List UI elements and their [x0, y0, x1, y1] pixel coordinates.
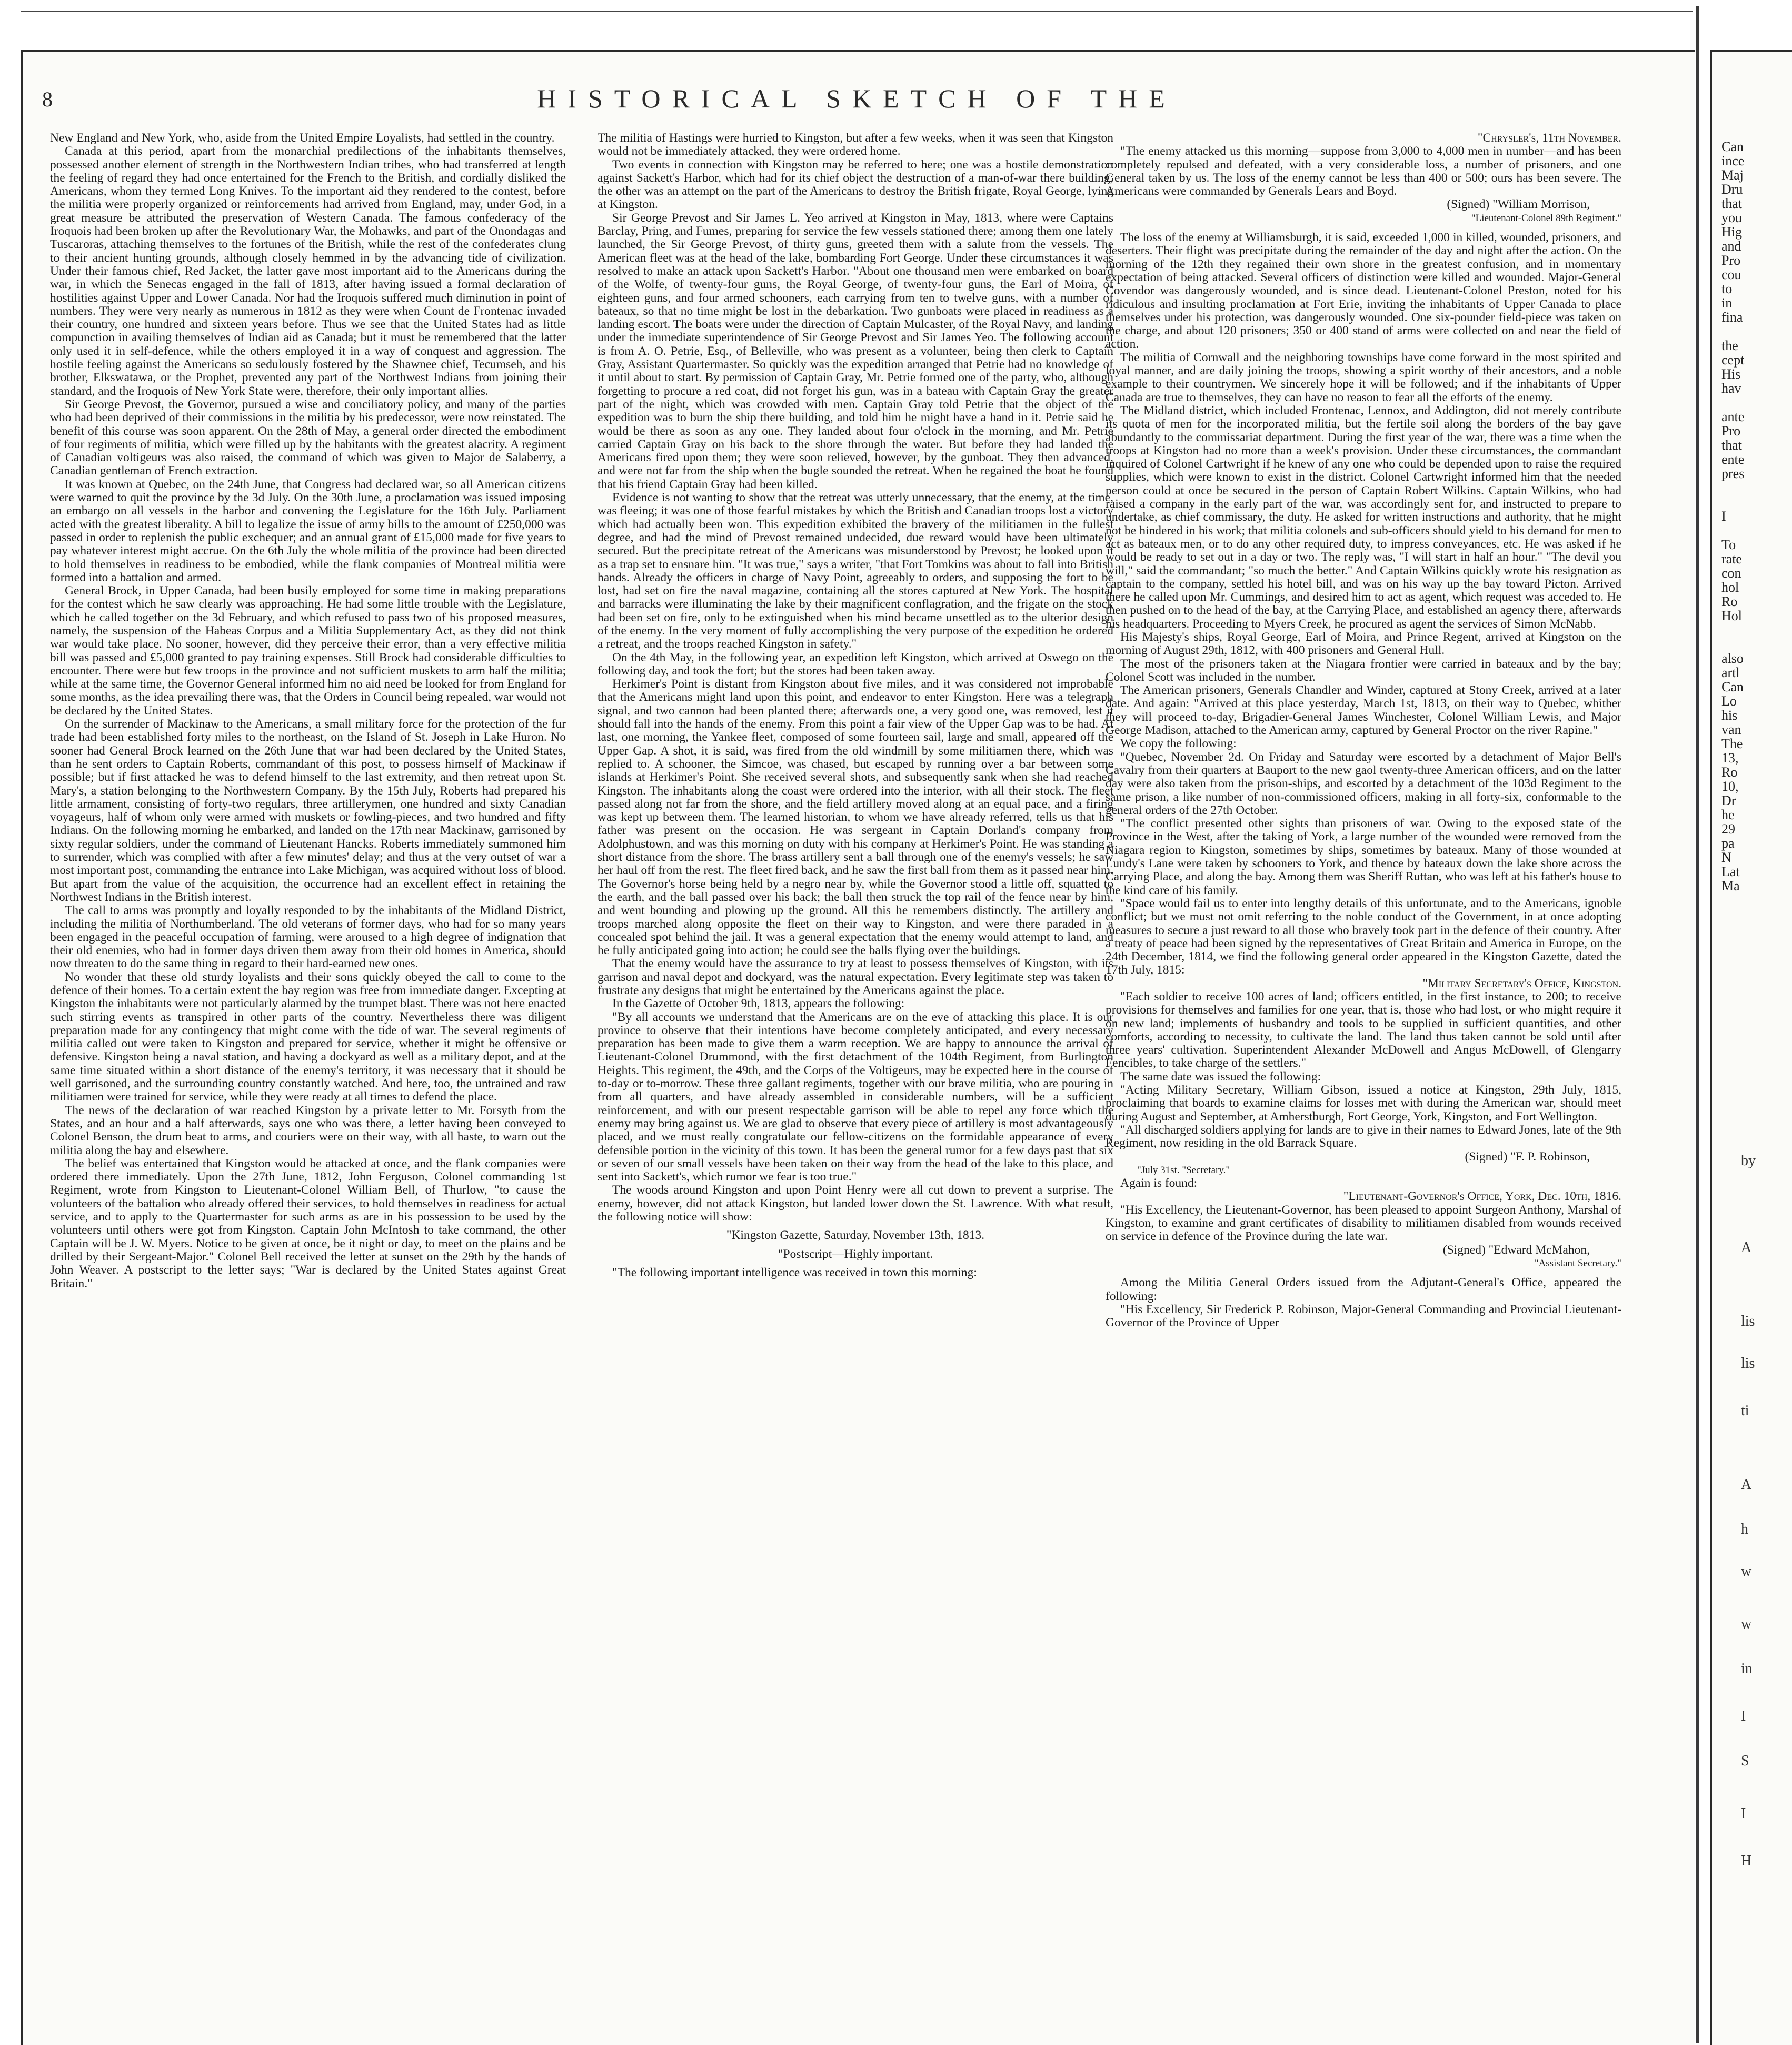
adjacent-page-word: w — [1741, 1616, 1752, 1632]
adjacent-page-word: Dru — [1721, 182, 1743, 197]
adjacent-page-word: Lat — [1721, 864, 1740, 879]
adjacent-page-word: van — [1721, 722, 1741, 737]
paragraph: On the surrender of Mackinaw to the Americans, a small military force for the protection of the fur trade had been established forty miles to the northeast, on the Island of St. Joseph in Lake Huron. No sooner had General Brock learned on the 26th June that war had been declared by the United States, than he sent orders to Captain Roberts, commandant of this post, to possess himself of Mackinaw if possible; but if first attacked he was to defend himself to the last extremity, and then retreat upon St. Mary's, a station belonging to the Northwestern Company. By the 15th July, Roberts had prepared his little armament, consisting of forty-two regulars, three artillerymen, one hundred and sixty Canadian voyageurs, half of whom only were armed with muskets or fowling-pieces, and two hundred and fifty Indians. On the following morning he embarked, and landed on the 17th near Mackinaw, garrisoned by sixty regular soldiers, under the command of Lieutenant Hancks. Roberts immediately summoned him to surrender, which was complied with after a few minutes' delay; and thus at the very outset of war a most important post, commanding the entrance into Lake Michigan, was acquired without loss of blood. But apart from the value of the acquisition, the occurrence had an excellent effect in retaining the Northwest Indians in the British interest. — [50, 717, 566, 904]
adjacent-page-word: 29 — [1721, 821, 1735, 837]
adjacent-page-word: H — [1741, 1853, 1752, 1869]
paragraph: His Majesty's ships, Royal George, Earl of Moira, and Prince Regent, arrived at Kingston on the morning of August 29th, 1812, with 400 prisoners and General Hull. — [1106, 630, 1621, 658]
adjacent-page-word: Can — [1721, 679, 1744, 694]
paragraph: Two events in connection with Kingston may be referred to here; one was a hostile demonstration against Sackett's Harbor, which had for its chief object the destruction of a man-of-war there building; the other was an attempt on the part of the Americans to destroy the British frigate, Royal George, lying at Kingston. — [598, 157, 1113, 212]
paragraph: The most of the prisoners taken at the Niagara frontier were carried in bateaux and by the bay; Colonel Scott was included in the number. — [1106, 657, 1621, 684]
paragraph: The loss of the enemy at Williamsburgh, it is said, exceeded 1,000 in killed, wounded, prisoners, and deserters. Their flight was precipitate during the remainder of the day and night after the action. On the morning of the 12th they regained their own shore in the greatest confusion, and in momentary expectation of being attacked. Several officers of distinction were killed and wounded. Major-General Covendor was dangerously wounded, and is since dead. Lieutenant-Colonel Preston, noted for his ridiculous and insulting proclamation at Fort Erie, inviting the inhabitants of Upper Canada to place themselves under his protection, was dangerously wounded. One six-pounder field-piece was taken on the charge, and about 120 prisoners; 350 or 400 stand of arms were collected on and near the field of action. — [1106, 231, 1621, 351]
paragraph: "Space would fail us to enter into lengthy details of this unfortunate, and to the Americans, ignoble conflict; but we must not omit referring to the noble conduct of the Government, in at once adopting measures to secure a just reward to all those who bravely took part in the defence of their country. After a treaty of peace had been signed by the representatives of Great Britain and America in Europe, on the 24th December, 1814, we find the following general order appeared in the Kingston Gazette, dated the 17th July, 1815: — [1106, 896, 1621, 977]
text-column-1 — [50, 132, 566, 1959]
adjacent-page-word: his — [1721, 708, 1738, 723]
adjacent-page-fragment — [1710, 50, 1792, 2045]
paragraph: Herkimer's Point is distant from Kingston about five miles, and it was considered not improbable that the Americans might land upon this point, and endeavor to enter Kingston. Here was a telegraph signal, and two cannon had been planted there; afterwards one, a very good one, was removed, lest it should fall into the hands of the enemy. From this point a fair view of the Upper Gap was to be had. At last, one morning, the Yankee fleet, composed of some fourteen sail, large and small, appeared off the Upper Gap. A shot, it is said, was fired from the old windmill by some militiamen there, which was replied to. A schooner, the Simcoe, was chased, but escaped by running over a bar between some islands at Herkimer's Point. She received several shots, and subsequently sank when she had reached Kingston. The inhabitants along the coast were ordered into the interior, with all their stock. The fleet passed along not far from the shore, and the field artillery moved along at an equal pace, and a firing was kept up between them. The learned historian, to whom we have already referred, tells us that his father was present on the occasion. He was sergeant in Captain Dorland's company from Adolphustown, and was this morning on duty with his company at Herkimer's Point. He was standing a short distance from the shore. The brass artillery sent a ball through one of the enemy's vessels; he saw her haul off from the rest. The fleet fired back, and he saw the first ball from them as it passed near him. The Governor's horse being held by a negro near by, while the Governor stood a little off, squatted to the earth, and the ball passed over his back; the ball then struck the top rail of the fence near by him, and went bounding and plowing up the ground. All this he remembers distinctly. The artillery and troops marched along opposite the fleet on their way to Kingston, and were there paraded in a concealed spot behind the jail. It was a general expectation that the enemy would attempt to land, and he fully anticipated going into action; he could see the balls flying over the buildings. — [598, 677, 1113, 958]
paragraph: That the enemy would have the assurance to try at least to possess themselves of Kingston, with its garrison and naval depot and dockyard, was the natural expectation. Every legitimate step was taken to frustrate any designs that might be entertained by the Americans against the place. — [598, 957, 1113, 997]
adjacent-page-word: the — [1721, 338, 1738, 353]
adjacent-page-word: Lo — [1721, 693, 1737, 709]
adjacent-page-word: I — [1741, 1805, 1746, 1822]
text-column-3 — [1106, 132, 1621, 1959]
paragraph: "Assistant Secretary." — [1534, 1257, 1621, 1269]
paragraph: (Signed) "William Morrison, — [1447, 197, 1590, 212]
adjacent-page-word: Can — [1721, 139, 1744, 154]
adjacent-page-word: in — [1741, 1661, 1753, 1677]
adjacent-page-word: fina — [1721, 310, 1743, 325]
adjacent-page-word: lis — [1741, 1355, 1755, 1372]
adjacent-page-word: I — [1721, 509, 1726, 524]
adjacent-page-word: Maj — [1721, 167, 1744, 183]
adjacent-page-word: you — [1721, 210, 1742, 225]
paragraph: "Military Secretary's Office, Kingston. — [1422, 976, 1621, 990]
adjacent-page-word: N — [1721, 850, 1731, 865]
adjacent-page-word: cept — [1721, 352, 1745, 368]
adjacent-page-word: also — [1721, 651, 1744, 666]
adjacent-page-word: to — [1721, 281, 1733, 296]
paragraph: The militia of Cornwall and the neighboring townships have come forward in the most spirited and loyal manner, and are daily joining the troops, showing a spirit worthy of their ancestors, and a noble example to their countrymen. We sincerely hope it will be followed; and if the inhabitants of Upper Canada are true to themselves, they can have no reason to fear all the efforts of the enemy. — [1106, 350, 1621, 404]
adjacent-page-word: in — [1721, 295, 1733, 311]
running-head: HISTORICAL SKETCH OF THE — [537, 84, 1177, 113]
paragraph: General Brock, in Upper Canada, had been busily employed for some time in making preparations for the contest which he saw clearly was approaching. He had some little trouble with the Legislature, which he called together on the 3d February, and which refused to pass two of his proposed measures, namely, the suspension of the Habeas Corpus and a Militia Supplementary Act, as they did not think war would take place. No sooner, however, did they perceive their error, than a very effective militia bill was passed and £5,000 granted to pay training expenses. Still Brock had considerable difficulties to encounter. There were but few troops in the province and not sufficient muskets to arm half the militia; while at the same time, the Governor General informed him no aid need be looked for from England for some months, as the idea prevailing there was, that the Orders in Council being repealed, war would not be declared by the United States. — [50, 584, 566, 718]
adjacent-page-word: that — [1721, 438, 1742, 453]
paragraph: The Midland district, which included Frontenac, Lennox, and Addington, did not merely contribute its quota of men for the incorporated militia, but the fertile soil along the borders of the bay gave abundantly to the commissariat department. During the first year of the war, there was a time when the troops at Kingston had no more than a week's provision. Under these circumstances, the commandant inquired of Colonel Cartwright if he knew of any one who could be depended upon to raise the required supplies, which were known to exist in the district. Colonel Cartwright informed him that the needed person could at once be secured in the person of Captain Robert Wilkins. Captain Wilkins, who had raised a company in the early part of the war, was accordingly sent for, and instructed to prepare to undertake, as chief commissary, the duty. He asked for written instructions and authority, that he might not be hindered in his work; that militia colonels and sub-officers should yield to his demand for men to act as bateaux men, or to do any other required duty, to impress conveyances, etc. He was asked if he would be ready to set out in a day or two. The reply was, "I will start in half an hour." "The devil you will," said the commandant; "so much the better." And Captain Wilkins quickly wrote his resignation as captain to the company, settled his hotel bill, and was on his way up the bay toward Picton. Arrived there he called upon Mr. Cummings, and desired him to act as agent, which request was acceded to. He then pushed on to the head of the bay, at the Carrying Place, and established an agency there, afterwards his headquarters. Proceeding to Myers Creek, he procured as agent the services of Simon McNabb. — [1106, 403, 1621, 631]
adjacent-page-word: he — [1721, 807, 1735, 822]
paragraph: "Lieutenant-Governor's Office, York, Dec. 10th, 1816. — [1343, 1189, 1621, 1204]
paragraph: "His Excellency, Sir Frederick P. Robinson, Major-General Commanding and Provincial Lieutenant-Governor of the Province of Upper — [1106, 1302, 1621, 1330]
paragraph: The woods around Kingston and upon Point Henry were all cut down to prevent a surprise. The enemy, however, did not attack Kingston, but landed lower down the St. Lawrence. With what result, the following notice will show: — [598, 1183, 1113, 1224]
paragraph: "Chrysler's, 11th November. — [1477, 132, 1621, 145]
adjacent-page-word: and — [1721, 239, 1741, 254]
paragraph: The militia of Hastings were hurried to Kingston, but after a few weeks, when it was seen that Kingston would not be immediately attacked, they were ordered home. — [598, 132, 1113, 158]
paragraph: Among the Militia General Orders issued from the Adjutant-General's Office, appeared the following: — [1106, 1276, 1621, 1303]
paragraph: "July 31st. "Secretary." — [1137, 1164, 1230, 1176]
adjacent-page-word: His — [1721, 366, 1741, 382]
adjacent-page-word: ince — [1721, 153, 1745, 168]
paragraph: "All discharged soldiers applying for lands are to give in their names to Edward Jones, late of the 9th Regiment, now residing in the old Barrack Square. — [1106, 1123, 1621, 1150]
paragraph: "The conflict presented other sights than prisoners of war. Owing to the exposed state of the Province in the West, after the taking of York, a large number of the wounded were removed from the Niagara region to Kingston, sometimes by ships, sometimes by bateaux. Many of those wounded at Lundy's Lane were taken by schooners to York, and thence by bateaux down the lake shore across the Carrying Place, and along the bay. Among them was Sheriff Ruttan, who was left at his father's house to the kind care of his family. — [1106, 817, 1621, 897]
paragraph: (Signed) "F. P. Robinson, — [1465, 1149, 1590, 1164]
paragraph: "Acting Military Secretary, William Gibson, issued a notice at Kingston, 29th July, 1815, proclaiming that boards to examine claims for losses met with during the American war, should meet during August and September, at Amherstburgh, Fort George, York, Kingston, and Fort Wellington. — [1106, 1083, 1621, 1124]
adjacent-page-word: pres — [1721, 466, 1745, 481]
adjacent-page-word: Pro — [1721, 253, 1741, 268]
page-gutter — [1696, 6, 1699, 2043]
paragraph: The belief was entertained that Kingston would be attacked at once, and the flank companies were ordered there immediately. Upon the 27th June, 1812, John Ferguson, Colonel commanding 1st Regiment, wrote from Kingston to Lieutenant-Colonel William Bell, of Thurlow, "to cause the volunteers of the battalion who already offered their services, to hold themselves in readiness for actual service, and to apply to the Quartermaster for such arms as are in his possession to be used by the volunteers until others were got from Kingston. Captain John McIntosh to take command, the other Captain will be J. W. Myers. Notice to be given at once, be it night or day, to meet on the plains and be drilled by their Sergeant-Major." Colonel Bell received the letter at sunset on the 29th by the hands of John Weaver. A postscript to the letter says; "War is declared by the United States against Great Britain." — [50, 1156, 566, 1290]
paragraph: Sir George Prevost and Sir James L. Yeo arrived at Kingston in May, 1813, where were Captains Barclay, Pring, and Fumes, preparing for service the few vessels stationed there; among them one lately launched, the Sir George Prevost, of thirty guns, greeted them with a salute from the vessels. The American fleet was at the head of the lake, bombarding Fort George. Under these circumstances it was resolved to make an attack upon Sackett's Harbor. "About one thousand men were embarked on board of the Wolfe, of twenty-four guns, the Royal George, of twenty-four guns, the Earl of Moira, of eighteen guns, and four armed schooners, each carrying from ten to twelve guns, with a number of bateaux, so that no time might be lost in the debarkation. Two gunboats were placed in readiness as a landing escort. The boats were under the direction of Captain Mulcaster, of the Royal Navy, and landing under the immediate superintendence of Sir George Prevost and Sir James Yeo. The following account is from A. O. Petrie, Esq., of Belleville, who was present as a volunteer, being then clerk to Captain Gray, Assistant Quartermaster. So quickly was the expedition arranged that Petrie had no knowledge of it until about to start. By permission of Captain Gray, Mr. Petrie formed one of the party, who, although forgetting to procure a red coat, did not forget his gun, was in a bateau with Captain Gray the greater part of the night, which was crowded with men. Captain Gray told Petrie that the object of the expedition was to burn the ship there building, and told him he might have a hand in it. Petrie said he would be there as soon as any one. They landed about four o'clock in the morning, and Mr. Petrie carried Captain Gray on his back to the shore through the water. But before they had landed the Americans fired upon them; they were soon relieved, however, by the gunboat. They then advanced, and were not far from the ship when the bugle sounded the retreat. When he regained the boat he found that his friend Captain Gray had been killed. — [598, 211, 1113, 491]
adjacent-page-word: con — [1721, 565, 1741, 581]
adjacent-page-word: Dr — [1721, 793, 1736, 808]
paragraph: The news of the declaration of war reached Kingston by a private letter to Mr. Forsyth from the States, and an hour and a half afterwards, says one who was there, a letter having been conveyed to Colonel Benson, the drum beat to arms, and couriers were on their way, with all haste, to warn out the militia along the bay and elsewhere. — [50, 1103, 566, 1157]
adjacent-page-word: ente — [1721, 452, 1745, 467]
paragraph: New England and New York, who, aside from the United Empire Loyalists, had settled in the country. — [50, 132, 555, 145]
adjacent-page-word: lis — [1741, 1313, 1755, 1329]
adjacent-page-word: Hol — [1721, 608, 1742, 623]
paragraph: Canada at this period, apart from the monarchial predilections of the inhabitants themselves, possessed another element of strength in the Northwestern Indian tribes, who had transferred at length the feeling of regard they had once entertained for the French to the British, and cordially disliked the Americans, whom they termed Long Knives. To the important aid they rendered to the contest, before the militia were properly organized or reinforcements had arrived from England, may, under God, in a great measure be attributed the preservation of Western Canada. The famous confederacy of the Iroquois had been broken up after the Revolutionary War, the Mohawks, and part of the Onondagas and Tuscaroras, attaching themselves to the fortunes of the British, while the rest of the confederates clung to their ancient hunting grounds, although closely hemmed in by the advancing tide of civilization. Under their famous chief, Red Jacket, the latter gave most important aid to the Americans during the war, in which the Senecas engaged in the fall of 1813, after having issued a formal declaration of hostilities against Upper and Lower Canada. Nor had the Iroquois suffered much diminution in point of numbers. They were very nearly as numerous in 1812 as they were when Count de Frontenac invaded their country, one hundred and sixteen years before. Thus we see that the United States had as little compunction in availing themselves of Indian aid as Canada; but it must be remembered that the latter only used it in self-defence, while the others employed it in a way of conquest and aggression. The hostile feeling against the Americans so sedulously fostered by the Shawnee chief, Tecumseh, and his brother, Elkswatawa, or the Prophet, prevented any part of the Northwest Indians from joining their standard, and the Iroquois of New York State were, therefore, their only important allies. — [50, 144, 566, 398]
adjacent-page-word: cou — [1721, 267, 1741, 282]
adjacent-page-word: that — [1721, 196, 1742, 211]
adjacent-page-word: 10, — [1721, 779, 1739, 794]
adjacent-page-word: The — [1721, 736, 1743, 751]
paragraph: (Signed) "Edward McMahon, — [1442, 1243, 1590, 1257]
paragraph: We copy the following: — [1120, 737, 1237, 751]
adjacent-page-word: I — [1741, 1708, 1746, 1724]
adjacent-page-word: To — [1721, 537, 1736, 552]
adjacent-page-word: artl — [1721, 665, 1740, 680]
adjacent-page-word: 13, — [1721, 750, 1739, 766]
paragraph: Sir George Prevost, the Governor, pursued a wise and conciliatory policy, and many of the parties who had been deprived of their commissions in the militia by his predecessor, were now reinstated. The benefit of this course was soon apparent. On the 28th of May, a general order directed the embodiment of four regiments of militia, which were filled up by the habitants with the greatest alacrity. A regiment of Canadian voltigeurs was also raised, the command of which was given to Major de Salaberry, a Canadian gentleman of French extraction. — [50, 397, 566, 478]
adjacent-page-word: rate — [1721, 551, 1742, 567]
adjacent-page-word: hol — [1721, 580, 1739, 595]
adjacent-page-word: Hig — [1721, 224, 1742, 240]
adjacent-page-word: Ma — [1721, 878, 1740, 894]
paragraph: "Postscript—Highly important. — [778, 1247, 933, 1261]
adjacent-page-word: w — [1741, 1563, 1752, 1580]
paragraph: "Quebec, November 2d. On Friday and Saturday were escorted by a detachment of Major Bell's Cavalry from their quarters at Bauport to the new gaol twenty-three American officers, and on the latter day were also taken from the prison-ships, and escorted by a detachment of the 103d Regiment to the same prison, a like number of non-commissioned officers, making in all forty-six, conformable to the general orders of the 27th October. — [1106, 750, 1621, 817]
adjacent-page-word: A — [1741, 1239, 1752, 1256]
paragraph: The same date was issued the following: — [1120, 1069, 1321, 1084]
adjacent-page-word: ti — [1741, 1403, 1749, 1419]
paragraph: "Kingston Gazette, Saturday, November 13th, 1813. — [726, 1228, 985, 1243]
adjacent-page-word: ante — [1721, 409, 1745, 424]
page-number: 8 — [42, 87, 53, 111]
adjacent-page-word: S — [1741, 1753, 1749, 1769]
adjacent-page-word: h — [1741, 1521, 1748, 1537]
paragraph: The American prisoners, Generals Chandler and Winder, captured at Stony Creek, arrived at a later date. And again: "Arrived at this place yesterday, March 1st, 1813, on their way to Quebec, whither they will proceed to-day, Brigadier-General James Winchester, Colonel William Lewis, and Major George Madison, attached to the American army, captured by General Proctor on the river Rapine." — [1106, 683, 1621, 738]
adjacent-page-word: Ro — [1721, 765, 1738, 780]
adjacent-page-word: A — [1741, 1476, 1752, 1493]
paragraph: It was known at Quebec, on the 24th June, that Congress had declared war, so all American citizens were warned to quit the province by the 3d July. On the 30th June, a proclamation was issued imposing an embargo on all vessels in the harbor and convening the Legislature for the 16th July. Parliament acted with the greatest liberality. A bill to legalize the issue of army bills to the amount of £250,000 was passed in order to replenish the public exchequer; and an annual grant of £15,000 made for five years to pay whatever interest might accrue. On the 6th July the whole militia of the province had been directed to hold themselves in readiness to be embodied, while the flank companies of Montreal militia were formed into a battalion and armed. — [50, 477, 566, 584]
paragraph: "By all accounts we understand that the Americans are on the eve of attacking this place. It is our province to observe that their intentions have become completely anticipated, and every necessary preparation has been made to give them a warm reception. We are happy to announce the arrival of Lieutenant-Colonel Drummond, with the first detachment of the 104th Regiment, from Burlington Heights. This regiment, the 49th, and the Corps of the Voltigeurs, may be expected here in the course of to-day or to-morrow. These three gallant regiments, together with our brave militia, who are pouring in from all quarters, and have already assembled in considerable numbers, will be a sufficient reinforcement, and with our present respectable garrison will be able to repel any force which the enemy may bring against us. We are glad to observe that every piece of artillery is most advantageously placed, and we must really congratulate our fellow-citizens on the formidable appearance of every defensible portion in the vicinity of this town. It has been the general rumor for a few days past that six or seven of our small vessels have been taken on their way from the head of the lake to this place, and sent into Sackett's, which rumor we fear is too true." — [598, 1010, 1113, 1184]
paragraph: In the Gazette of October 9th, 1813, appears the following: — [612, 997, 905, 1011]
paragraph: Evidence is not wanting to show that the retreat was utterly unnecessary, that the enemy, at the time, was fleeing; it was one of those fearful mistakes by which the British and Canadian troops lost a victory which had actually been won. This expedition exhibited the bravery of the militiamen in the fullest degree, and had the mind of Prevost remained undecided, due reward would have been ultimately secured. But the precipitate retreat of the Americans was misunderstood by Prevost; he looked upon it as a trap set to ensnare him. "It was true," says a writer, "that Fort Tomkins was about to fall into British hands. Already the officers in charge of Navy Point, agreeably to orders, and supposing the fort to be lost, had set on fire the naval magazine, containing all the stores captured at New York. The hospital and barracks were illuminating the lake by their magnificent conflagration, and the frigate on the stock had been set on fire, only to be extinguished when his mind became unsettled as to the ulterior design of the enemy. In the very moment of fully accomplishing the very purpose of the expedition he ordered a retreat, and the troops reached Kingston in safety." — [598, 491, 1113, 651]
text-column-2 — [598, 132, 1113, 1959]
paragraph: The call to arms was promptly and loyally responded to by the inhabitants of the Midland District, including the militia of Northumberland. The old veterans of former days, who had for so many years been engaged in the peaceful occupation of farming, were aroused to a high degree of indignation that their old enemies, who had in former days driven them away from their old homes in America, should now threaten to do the same thing in regard to their hard-earned new ones. — [50, 904, 566, 971]
paragraph: "Lieutenant-Colonel 89th Regiment." — [1471, 212, 1621, 224]
paragraph: "His Excellency, the Lieutenant-Governor, has been pleased to appoint Surgeon Anthony, Marshal of Kingston, to examine and grant certificates of disability to militiamen disabled from wounds received on service in defence of the Province during the late war. — [1106, 1203, 1621, 1244]
top-rule — [21, 11, 1693, 12]
paragraph: "The enemy attacked us this morning—suppose from 3,000 to 4,000 men in number—and has been completely repulsed and defeated, with a very considerable loss, a number of prisoners, and one General taken by us. The loss of the enemy cannot be less than 400 or 500; ours has been severe. The Americans were commanded by Generals Lears and Boyd. — [1106, 144, 1621, 198]
adjacent-page-word: hav — [1721, 381, 1741, 396]
paragraph: Again is found: — [1120, 1176, 1198, 1190]
adjacent-page-word: pa — [1721, 836, 1735, 851]
paragraph: "Each soldier to receive 100 acres of land; officers entitled, in the first instance, to 200; to receive provisions for themselves and families for one year, that is, those who had lost, or who might require it on new land; implements of husbandry and tools to be supplied in sufficient quantities, and other comforts, according to necessity, to cultivate the land. The land thus taken cannot be sold until after three years' cultivation. Superintendent Alexander McDowell and Angus McDowell, of Glengarry Fencibles, to take charge of the settlers." — [1106, 990, 1621, 1070]
adjacent-page-word: Ro — [1721, 594, 1738, 609]
adjacent-page-word: by — [1741, 1153, 1756, 1169]
paragraph: No wonder that these old sturdy loyalists and their sons quickly obeyed the call to come to the defence of their homes. To a certain extent the bay region was free from immediate danger. Excepting at Kingston the inhabitants were not particularly alarmed by the trumpet blast. There was not here enacted such stirring events as transpired in other parts of the country. Nevertheless there was diligent preparation made for any contingency that might come with the tide of war. The several regiments of militia called out were taken to Kingston and prepared for service, whether it might be offensive or defensive. Kingston being a naval station, and having a dockyard as well as a military depot, and at the same time situated within a short distance of the enemy's territory, it was necessary that it should be well garrisoned, and the surrounding country constantly watched. And here, too, the untrained and raw militiamen were trained for service, while they were ready at all times to defend the place. — [50, 970, 566, 1104]
paragraph: On the 4th May, in the following year, an expedition left Kingston, which arrived at Oswego on the following day, and took the fort; but the stores had been taken away. — [598, 650, 1113, 678]
adjacent-page-word: Pro — [1721, 423, 1741, 439]
paragraph: "The following important intelligence was received in town this morning: — [612, 1265, 977, 1279]
